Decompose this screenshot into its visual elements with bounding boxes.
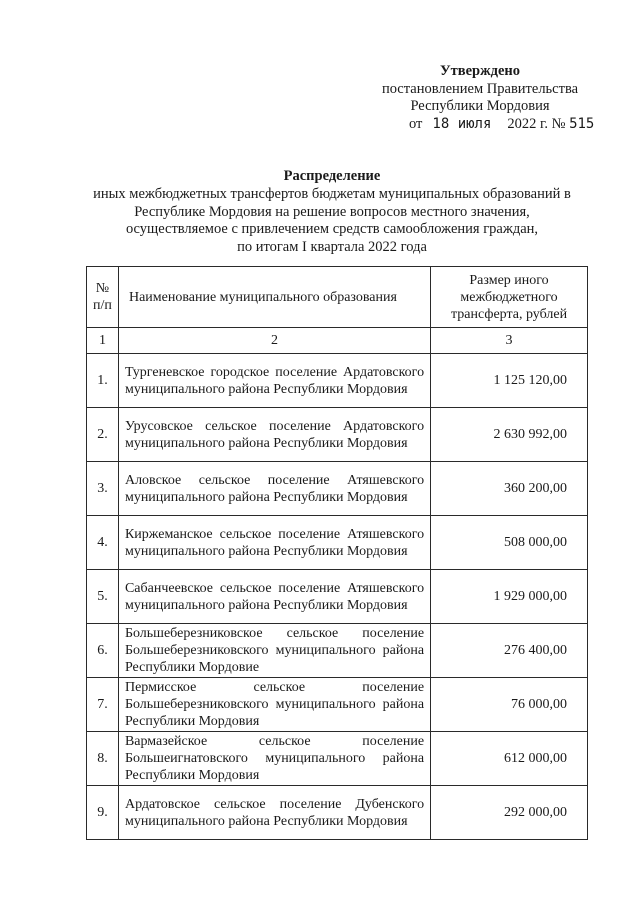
decree-number: 515: [569, 115, 595, 132]
heading-line-3: осуществляемое с привлечением средств самообложения граждан,: [125, 221, 539, 238]
row-name: Аловское сельское поселение Атяшевского муниципального района Республики Мордовия: [118, 462, 430, 516]
row-name: Вармазейское сельское поселение Большеигнатовского муниципального района Республики Мордовия: [118, 732, 430, 786]
row-number: 6.: [87, 624, 119, 678]
heading-line-4: по итогам I квартала 2022 года: [237, 239, 427, 256]
table-row: [87, 732, 588, 786]
date-day-month: 18 июля: [432, 115, 492, 132]
row-amount: 508 000,00: [431, 516, 588, 570]
column-number-row: [87, 328, 588, 354]
approval-block: [360, 63, 600, 133]
row-number: 7.: [87, 678, 119, 732]
row-amount: 1 125 120,00: [431, 354, 588, 408]
table-row: [87, 408, 588, 462]
row-number: 5.: [87, 570, 119, 624]
row-name: Большеберезниковское сельское поселение Большеберезниковского муниципального района Республики Мордовие: [118, 624, 430, 678]
header-number-cell: [87, 267, 119, 328]
row-name: Ардатовское сельское поселение Дубенского муниципального района Республики Мордовия: [118, 786, 430, 840]
row-number: 9.: [87, 786, 119, 840]
column-number-1: 1: [87, 328, 119, 354]
row-number: 2.: [87, 408, 119, 462]
row-name: Сабанчеевское сельское поселение Атяшевского муниципального района Республики Мордовия: [118, 570, 430, 624]
heading-title: Распределение: [283, 168, 381, 184]
number-sign: №: [551, 115, 566, 132]
table-row: [87, 462, 588, 516]
date-prefix: от: [409, 115, 423, 132]
header-name-cell: Наименование муниципального образования: [118, 267, 430, 328]
row-number: 4.: [87, 516, 119, 570]
header-amount-cell: Размер иного межбюджетного трансферта, рублей: [431, 267, 588, 328]
row-number: 1.: [87, 354, 119, 408]
document-heading: [80, 168, 584, 257]
date-year: 2022 г.: [507, 115, 548, 132]
approval-line-2: Республики Мордовия: [410, 98, 550, 114]
row-amount: 2 630 992,00: [431, 408, 588, 462]
table-row: [87, 624, 588, 678]
row-name: Тургеневское городское поселение Ардатовского муниципального района Республики Мордовия: [118, 354, 430, 408]
row-amount: 612 000,00: [431, 732, 588, 786]
row-amount: 76 000,00: [431, 678, 588, 732]
column-number-3: 3: [431, 328, 588, 354]
approval-date-line: [360, 116, 600, 134]
table-row: [87, 786, 588, 840]
row-amount: 276 400,00: [431, 624, 588, 678]
table-row: [87, 570, 588, 624]
approval-line-1: постановлением Правительства: [381, 80, 579, 97]
row-number: 8.: [87, 732, 119, 786]
row-name: Киржеманское сельское поселение Атяшевского муниципального района Республики Мордовия: [118, 516, 430, 570]
table-header-row: [87, 267, 588, 328]
row-amount: 360 200,00: [431, 462, 588, 516]
heading-line-2: Республике Мордовия на решение вопросов местного значения,: [134, 203, 530, 220]
heading-line-1: иных межбюджетных трансфертов бюджетам муниципальных образований в: [93, 185, 571, 202]
row-name: Пермисское сельское поселение Большеберезниковского муниципального района Республики Мордовия: [118, 678, 430, 732]
row-amount: 292 000,00: [431, 786, 588, 840]
header-number-line-2: п/п: [93, 298, 112, 313]
table-row: [87, 516, 588, 570]
distribution-table: [86, 266, 588, 840]
column-number-2: 2: [118, 328, 430, 354]
approval-title: Утверждено: [440, 63, 520, 79]
table-row: [87, 354, 588, 408]
header-number-line-1: №: [95, 281, 110, 296]
row-number: 3.: [87, 462, 119, 516]
row-name: Урусовское сельское поселение Ардатовского муниципального района Республики Мордовия: [118, 408, 430, 462]
table-row: [87, 678, 588, 732]
row-amount: 1 929 000,00: [431, 570, 588, 624]
